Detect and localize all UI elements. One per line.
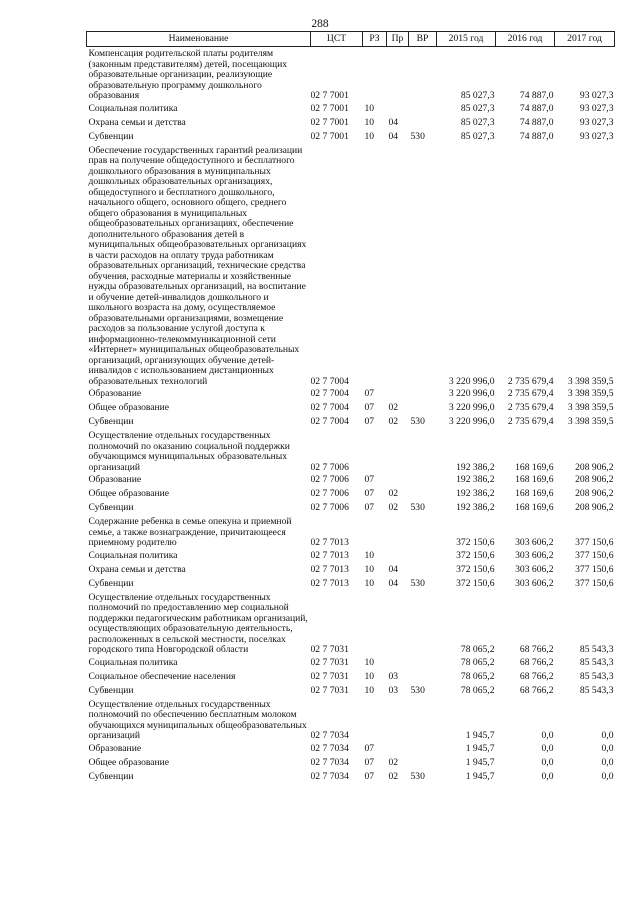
cell-2017: 93 027,3 (579, 116, 614, 128)
cell-vr (409, 102, 437, 116)
cell-pr (387, 429, 409, 473)
cell-2016: 168 169,6 (515, 461, 554, 473)
cell-vr: 530 (410, 416, 425, 427)
cell-2015: 192 386,2 (456, 488, 495, 499)
cell-rz: 07 (364, 416, 375, 427)
table-row (87, 415, 615, 429)
cell-rz (363, 591, 387, 656)
cell-pr (387, 144, 409, 388)
column-header-cst: ЦСТ (311, 32, 363, 47)
cell-2015: 372 150,6 (456, 549, 495, 561)
page-number: 288 (311, 18, 329, 30)
cell-2017: 377 150,6 (575, 577, 614, 589)
cell-cst: 02 7 7034 (310, 742, 349, 754)
cell-rz: 10 (364, 684, 375, 696)
column-header-2015: 2015 год (437, 32, 496, 47)
cell-cst: 02 7 7013 (310, 577, 349, 589)
table-row (87, 47, 615, 102)
cell-pr (387, 515, 409, 549)
cell-pr: 04 (388, 563, 399, 575)
cell-name: Осуществление отдельных государственных полномочий по предоставлению мер социальной поддержки педагогическим работникам организаций, осуществляющих образовательную деятельность, расположенных в сельской местности, поселках городского типа Новгородской области (88, 591, 308, 655)
cell-2017: 377 150,6 (575, 537, 614, 548)
cell-2015: 3 220 996,0 (448, 416, 495, 427)
budget-table (86, 31, 615, 784)
cell-2016: 74 887,0 (519, 130, 554, 142)
cell-pr: 02 (388, 488, 399, 499)
cell-cst: 02 7 7013 (310, 549, 349, 561)
cell-name: Общее образование (88, 402, 170, 413)
cell-vr: 530 (410, 577, 425, 589)
cell-vr (409, 144, 437, 388)
cell-2015: 85 027,3 (460, 130, 495, 142)
table-row (87, 549, 615, 563)
table-row (87, 515, 615, 549)
cell-vr: 530 (410, 502, 425, 513)
cell-name: Содержание ребенка в семье опекуна и приемной семье, а также вознаграждение, причитающееся приемному родителю (88, 516, 292, 548)
table-row (87, 756, 615, 770)
cell-2017: 3 398 359,5 (567, 375, 614, 387)
table-row (87, 429, 615, 473)
table-row (87, 698, 615, 742)
cell-pr (387, 742, 409, 756)
column-header-pr: Пр (387, 32, 409, 47)
table-row (87, 473, 615, 487)
cell-pr (387, 656, 409, 670)
cell-2015: 1 945,7 (465, 770, 495, 782)
cell-cst: 02 7 7001 (310, 130, 349, 142)
cell-2016: 303 606,2 (515, 577, 554, 589)
cell-name: Социальная политика (88, 102, 178, 114)
cell-pr (387, 47, 409, 102)
cell-pr: 04 (388, 116, 399, 128)
table-body (87, 47, 615, 784)
cell-vr: 530 (410, 770, 425, 782)
table-row (87, 656, 615, 670)
cell-2016: 2 735 679,4 (507, 402, 554, 413)
cell-rz: 07 (364, 388, 375, 399)
cell-cst: 02 7 7004 (310, 416, 349, 427)
cell-2015: 3 220 996,0 (448, 402, 495, 413)
cell-2015: 372 150,6 (456, 563, 495, 575)
cell-pr (387, 387, 409, 401)
cell-2015: 85 027,3 (460, 102, 495, 114)
cell-vr (409, 116, 437, 130)
cell-2016: 303 606,2 (515, 563, 554, 575)
cell-2017: 377 150,6 (575, 563, 614, 575)
cell-2016: 168 169,6 (515, 474, 554, 485)
cell-cst: 02 7 7034 (310, 770, 349, 782)
column-header-rz: РЗ (363, 32, 387, 47)
cell-2017: 3 398 359,5 (567, 416, 614, 427)
cell-2017: 85 543,3 (579, 670, 614, 682)
cell-2015: 85 027,3 (460, 90, 495, 101)
table-row (87, 742, 615, 756)
table-row (87, 102, 615, 116)
cell-2017: 3 398 359,5 (567, 402, 614, 413)
cell-rz (363, 515, 387, 549)
cell-cst: 02 7 7031 (310, 684, 349, 696)
cell-name: Осуществление отдельных государственных полномочий по оказанию социальной поддержки обучающимся муниципальных образовательных организаций (88, 430, 290, 473)
cell-2016: 168 169,6 (515, 502, 554, 513)
cell-pr: 04 (388, 577, 399, 589)
cell-pr (387, 549, 409, 563)
cell-2016: 74 887,0 (519, 116, 554, 128)
cell-2017: 208 906,2 (575, 502, 614, 513)
cell-2017: 85 543,3 (579, 684, 614, 696)
cell-rz: 07 (364, 756, 375, 768)
cell-name: Социальная политика (88, 549, 178, 561)
table-row (87, 387, 615, 401)
cell-2016: 68 766,2 (519, 644, 554, 655)
cell-2015: 192 386,2 (456, 502, 495, 513)
cell-2016: 2 735 679,4 (507, 416, 554, 427)
cell-name: Субвенции (88, 684, 134, 696)
cell-cst: 02 7 7001 (310, 102, 349, 114)
cell-2015: 372 150,6 (456, 537, 495, 548)
cell-pr: 04 (388, 130, 399, 142)
cell-2016: 68 766,2 (519, 656, 554, 668)
cell-name: Осуществление отдельных государственных полномочий по обеспечению бесплатным молоком обучающихся муниципальных общеобразовательных организаций (88, 698, 307, 741)
column-header-2016: 2016 год (496, 32, 555, 47)
cell-name: Субвенции (88, 416, 134, 427)
cell-rz: 10 (364, 563, 375, 575)
cell-2015: 78 065,2 (460, 684, 495, 696)
cell-name: Охрана семьи и детства (88, 563, 186, 575)
cell-rz: 10 (364, 549, 375, 561)
cell-2016: 74 887,0 (519, 102, 554, 114)
cell-2015: 85 027,3 (460, 116, 495, 128)
cell-2017: 85 543,3 (579, 644, 614, 655)
cell-name: Субвенции (88, 577, 134, 589)
cell-2015: 3 220 996,0 (448, 388, 495, 399)
cell-cst: 02 7 7034 (310, 730, 349, 741)
cell-name: Социальная политика (88, 656, 178, 668)
cell-name: Социальное обеспечение населения (88, 670, 236, 682)
cell-rz: 07 (364, 474, 375, 485)
cell-vr (409, 656, 437, 670)
cell-vr (409, 670, 437, 684)
cell-name: Субвенции (88, 130, 134, 142)
cell-cst: 02 7 7006 (310, 461, 349, 473)
table-row (87, 130, 615, 144)
cell-vr (409, 387, 437, 401)
cell-vr (409, 401, 437, 415)
cell-2015: 78 065,2 (460, 670, 495, 682)
cell-cst: 02 7 7001 (310, 90, 349, 101)
cell-cst: 02 7 7031 (310, 656, 349, 668)
cell-rz (363, 698, 387, 742)
cell-rz: 10 (364, 577, 375, 589)
cell-2015: 192 386,2 (456, 474, 495, 485)
cell-pr (387, 102, 409, 116)
cell-rz: 07 (364, 402, 375, 413)
cell-vr (409, 473, 437, 487)
cell-2017: 0,0 (601, 756, 614, 768)
cell-rz: 07 (364, 770, 375, 782)
cell-rz: 10 (364, 656, 375, 668)
table-row (87, 501, 615, 515)
cell-2016: 303 606,2 (515, 549, 554, 561)
cell-cst: 02 7 7004 (310, 388, 349, 399)
cell-2017: 208 906,2 (575, 461, 614, 473)
cell-rz: 10 (364, 670, 375, 682)
cell-2015: 3 220 996,0 (448, 375, 495, 387)
cell-2017: 208 906,2 (575, 488, 614, 499)
cell-rz: 10 (364, 130, 375, 142)
cell-2017: 3 398 359,5 (567, 388, 614, 399)
cell-vr: 530 (410, 130, 425, 142)
cell-cst: 02 7 7013 (310, 563, 349, 575)
cell-pr (387, 473, 409, 487)
cell-pr: 02 (388, 770, 399, 782)
cell-cst: 02 7 7006 (310, 502, 349, 513)
cell-vr (409, 487, 437, 501)
cell-rz: 07 (364, 502, 375, 513)
cell-2015: 372 150,6 (456, 577, 495, 589)
cell-rz: 10 (364, 102, 375, 114)
cell-name: Субвенции (88, 770, 134, 782)
cell-2016: 0,0 (541, 730, 554, 741)
table-row (87, 684, 615, 698)
cell-2016: 68 766,2 (519, 670, 554, 682)
cell-vr (409, 756, 437, 770)
cell-2016: 74 887,0 (519, 90, 554, 101)
cell-name: Образование (88, 742, 142, 754)
cell-vr (409, 549, 437, 563)
cell-rz: 10 (364, 116, 375, 128)
table-row (87, 670, 615, 684)
cell-2017: 93 027,3 (579, 102, 614, 114)
cell-pr: 02 (388, 416, 399, 427)
cell-pr: 02 (388, 502, 399, 513)
cell-2016: 2 735 679,4 (507, 388, 554, 399)
cell-name: Общее образование (88, 488, 170, 499)
column-header-vr: ВР (409, 32, 437, 47)
cell-cst: 02 7 7034 (310, 756, 349, 768)
table-row (87, 577, 615, 591)
cell-2016: 303 606,2 (515, 537, 554, 548)
cell-cst: 02 7 7031 (310, 670, 349, 682)
cell-cst: 02 7 7001 (310, 116, 349, 128)
cell-2016: 0,0 (541, 756, 554, 768)
cell-2016: 0,0 (541, 742, 554, 754)
table-row (87, 770, 615, 784)
cell-vr (409, 742, 437, 756)
column-header-name: Наименование (87, 32, 311, 47)
cell-2016: 0,0 (541, 770, 554, 782)
table-header-row (87, 32, 615, 47)
cell-cst: 02 7 7004 (310, 375, 349, 387)
cell-pr (387, 698, 409, 742)
table-row (87, 591, 615, 656)
cell-name: Компенсация родительской платы родителям (законным представителям) детей, посещающих образовательные организации, реализующие образовательную программу дошкольного образования (88, 48, 288, 101)
cell-2016: 68 766,2 (519, 684, 554, 696)
cell-2015: 1 945,7 (465, 742, 495, 754)
column-header-2017: 2017 год (555, 32, 615, 47)
cell-name: Охрана семьи и детства (88, 116, 186, 128)
table-row (87, 487, 615, 501)
cell-2017: 208 906,2 (575, 474, 614, 485)
table-row (87, 563, 615, 577)
cell-2015: 78 065,2 (460, 644, 495, 655)
cell-cst: 02 7 7031 (310, 644, 349, 655)
cell-rz (363, 144, 387, 388)
cell-pr: 03 (388, 670, 399, 682)
cell-pr: 02 (388, 756, 399, 768)
cell-2017: 93 027,3 (579, 90, 614, 101)
cell-name: Образование (88, 474, 142, 485)
cell-2016: 2 735 679,4 (507, 375, 554, 387)
cell-2017: 0,0 (601, 730, 614, 741)
cell-2015: 192 386,2 (456, 461, 495, 473)
cell-2015: 1 945,7 (465, 756, 495, 768)
table-row (87, 401, 615, 415)
cell-rz (363, 47, 387, 102)
cell-pr (387, 591, 409, 656)
cell-2016: 168 169,6 (515, 488, 554, 499)
cell-name: Общее образование (88, 756, 170, 768)
cell-rz: 07 (364, 488, 375, 499)
cell-2017: 0,0 (601, 742, 614, 754)
cell-vr (409, 698, 437, 742)
cell-vr (409, 515, 437, 549)
cell-2015: 1 945,7 (465, 730, 495, 741)
table-row (87, 116, 615, 130)
cell-2017: 93 027,3 (579, 130, 614, 142)
cell-2017: 0,0 (601, 770, 614, 782)
table-row (87, 144, 615, 388)
cell-pr: 03 (388, 684, 399, 696)
cell-vr (409, 591, 437, 656)
cell-cst: 02 7 7006 (310, 488, 349, 499)
cell-pr: 02 (388, 402, 399, 413)
cell-vr (409, 429, 437, 473)
cell-2017: 377 150,6 (575, 549, 614, 561)
cell-vr (409, 563, 437, 577)
cell-cst: 02 7 7004 (310, 402, 349, 413)
cell-cst: 02 7 7013 (310, 537, 349, 548)
cell-name: Субвенции (88, 502, 134, 513)
cell-vr (409, 47, 437, 102)
cell-cst: 02 7 7006 (310, 474, 349, 485)
cell-name: Обеспечение государственных гарантий реализации прав на получение общедоступного и бесплатного дошкольного образования в муниципальных дошкольных образовательных организациях, общедоступного и бесплатного дошкольного, начального общего, основного общего, среднего общего образования в муниципальных общеобразовательных организациях, обеспечение дополнительного образования детей в муниципальных общеобразовательных организациях в части расходов на оплату труда работникам образовательных организаций, технические средства обучения, расходные материалы и хозяйственные нужды образовательных организаций, на воспитание и обучение детей-инвалидов дошкольного и школьного возраста на дому, осуществляемое образовательными организациями, возмещение расходов за пользование услугой доступа к информационно-телекоммуникационной сети «Интернет» муниципальных общеобразовательных организаций, организующих обучение детей-инвалидов с использованием дистанционных образовательных технологий (88, 144, 307, 387)
cell-2017: 85 543,3 (579, 656, 614, 668)
cell-vr: 530 (410, 684, 425, 696)
cell-2015: 78 065,2 (460, 656, 495, 668)
cell-rz (363, 429, 387, 473)
cell-name: Образование (88, 388, 142, 399)
cell-rz: 07 (364, 742, 375, 754)
